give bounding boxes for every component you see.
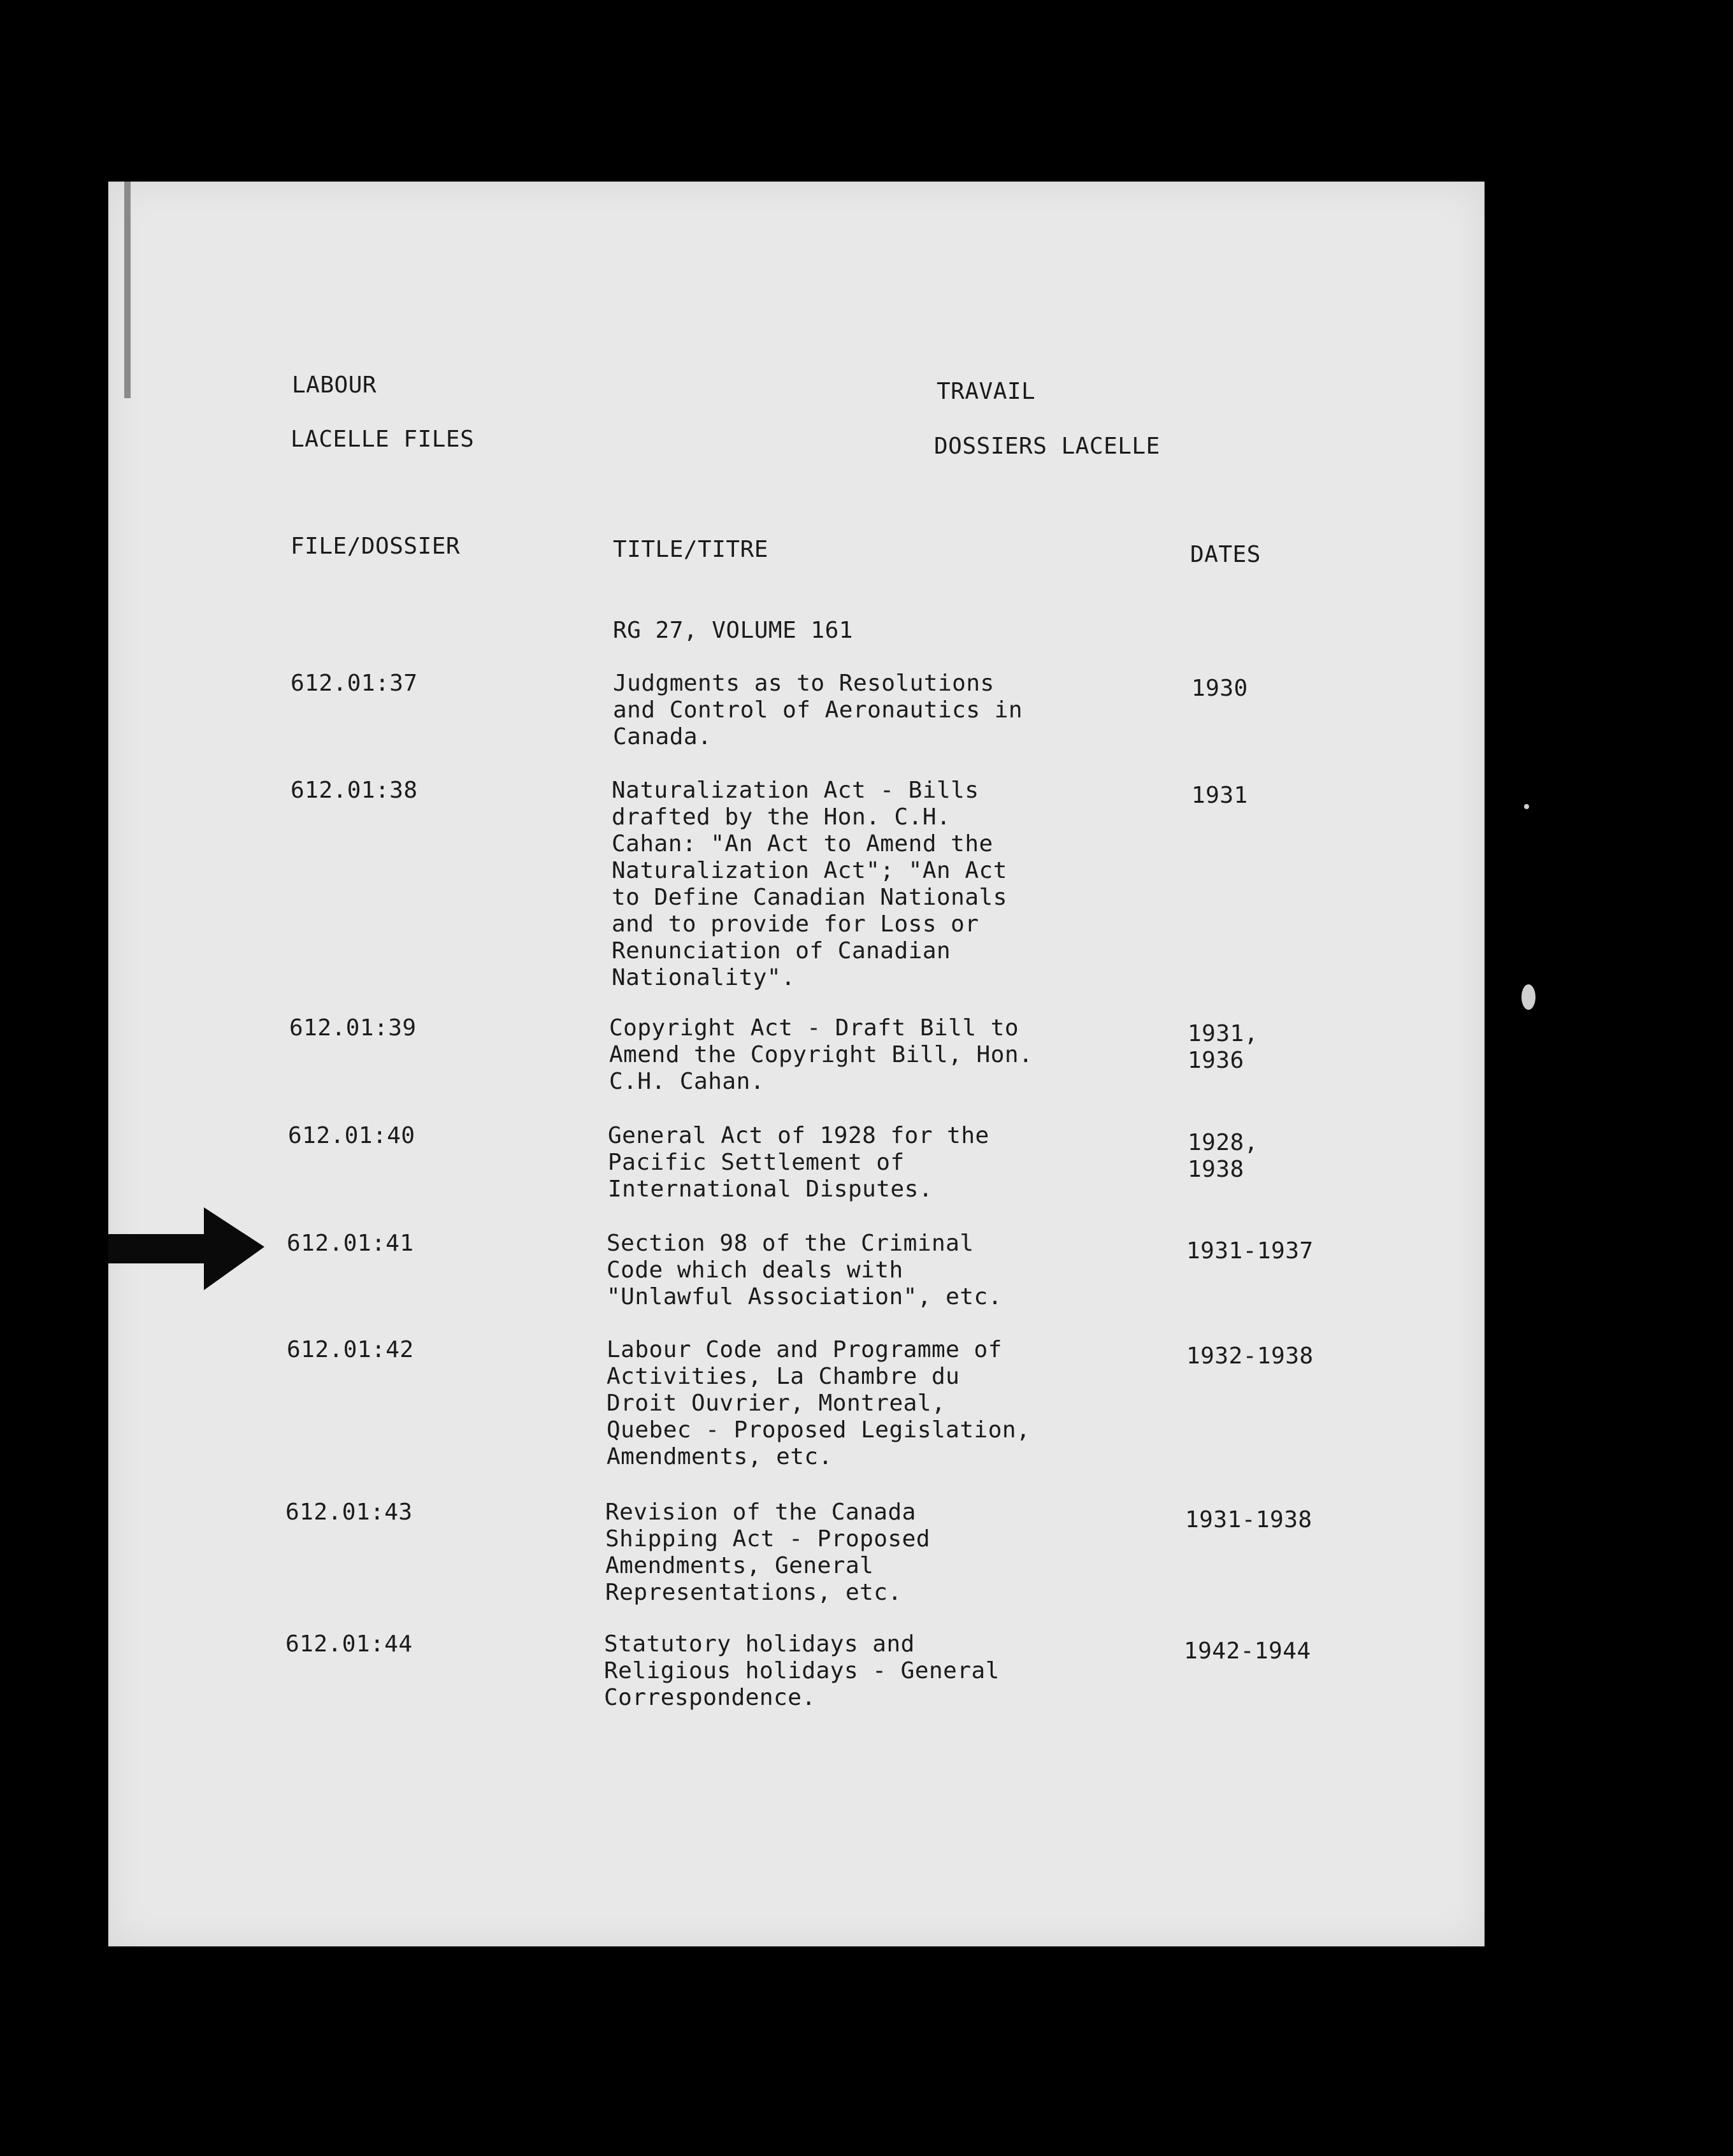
entry-title-line: Section 98 of the Criminal (607, 1230, 974, 1256)
header-dept-fr: TRAVAIL (937, 378, 1036, 405)
entry-dates: 1942-1944 (1184, 1638, 1311, 1664)
header-dept-en: LABOUR (292, 372, 377, 398)
file-number: 612.01:43 (285, 1499, 413, 1525)
right-arrow-icon (108, 1207, 264, 1290)
entry-title-line: Naturalization Act - Bills (612, 777, 979, 803)
volume-label: RG 27, VOLUME 161 (613, 617, 853, 643)
entry-title-line: Judgments as to Resolutions (613, 670, 995, 696)
entry-title-line: Cahan: "An Act to Amend the (612, 831, 993, 857)
entry-title-line: International Disputes. (608, 1176, 933, 1202)
column-heading-dates: DATES (1190, 542, 1261, 568)
page-speck (1521, 984, 1535, 1010)
entry-dates: 1931, (1188, 1021, 1258, 1047)
entry-title-line: Amend the Copyright Bill, Hon. (609, 1042, 1033, 1068)
entry-title-line: and Control of Aeronautics in (613, 697, 1023, 723)
file-number: 612.01:38 (291, 777, 418, 803)
file-number: 612.01:40 (288, 1123, 415, 1149)
file-number: 612.01:41 (287, 1230, 414, 1256)
entry-dates: 1931-1937 (1186, 1238, 1314, 1264)
entry-title-line: Droit Ouvrier, Montreal, (607, 1390, 946, 1416)
entry-dates: 1931-1938 (1185, 1507, 1312, 1533)
entry-dates: 1932-1938 (1186, 1343, 1314, 1369)
entry-title-line: Canada. (613, 724, 712, 750)
header-series-en: LACELLE FILES (291, 426, 475, 452)
entry-dates: 1938 (1188, 1156, 1244, 1182)
entry-title-line: Representations, etc. (605, 1579, 902, 1606)
entry-title-line: C.H. Cahan. (609, 1068, 765, 1095)
entry-title-line: Quebec - Proposed Legislation, (607, 1417, 1031, 1443)
entry-title-line: to Define Canadian Nationals (612, 884, 1007, 910)
page-speck (1524, 804, 1529, 809)
entry-title-line: Nationality". (612, 965, 796, 991)
entry-title-line: Renunciation of Canadian (612, 938, 951, 964)
header-series-fr: DOSSIERS LACELLE (934, 433, 1160, 459)
file-number: 612.01:42 (287, 1337, 414, 1363)
entry-title-line: Revision of the Canada (605, 1499, 916, 1525)
entry-title-line: Labour Code and Programme of (607, 1337, 1002, 1363)
entry-title-line: "Unlawful Association", etc. (607, 1284, 1002, 1310)
column-heading-file: FILE/DOSSIER (291, 533, 461, 559)
entry-title-line: Correspondence. (604, 1685, 816, 1711)
entry-dates: 1931 (1191, 782, 1248, 808)
column-heading-title: TITLE/TITRE (613, 536, 768, 563)
file-number: 612.01:37 (291, 670, 418, 696)
entry-title-line: Amendments, General (605, 1553, 874, 1579)
file-number: 612.01:44 (285, 1631, 413, 1657)
entry-dates: 1930 (1191, 675, 1248, 701)
entry-dates: 1928, (1188, 1130, 1258, 1156)
entry-title-line: Amendments, etc. (607, 1444, 833, 1470)
page-edge-shadow (124, 182, 131, 398)
entry-title-line: Naturalization Act"; "An Act (612, 858, 1007, 884)
entry-title-line: Pacific Settlement of (608, 1149, 905, 1175)
entry-dates: 1936 (1188, 1047, 1244, 1074)
entry-title-line: Statutory holidays and (604, 1631, 915, 1657)
entry-title-line: Shipping Act - Proposed (605, 1526, 930, 1552)
file-number: 612.01:39 (289, 1015, 417, 1041)
entry-title-line: Activities, La Chambre du (607, 1363, 960, 1390)
entry-title-line: Religious holidays - General (604, 1658, 1000, 1684)
entry-title-line: drafted by the Hon. C.H. (612, 804, 951, 830)
entry-title-line: General Act of 1928 for the (608, 1123, 989, 1149)
entry-title-line: and to provide for Loss or (612, 911, 979, 937)
entry-title-line: Code which deals with (607, 1257, 903, 1283)
entry-title-line: Copyright Act - Draft Bill to (609, 1015, 1019, 1041)
